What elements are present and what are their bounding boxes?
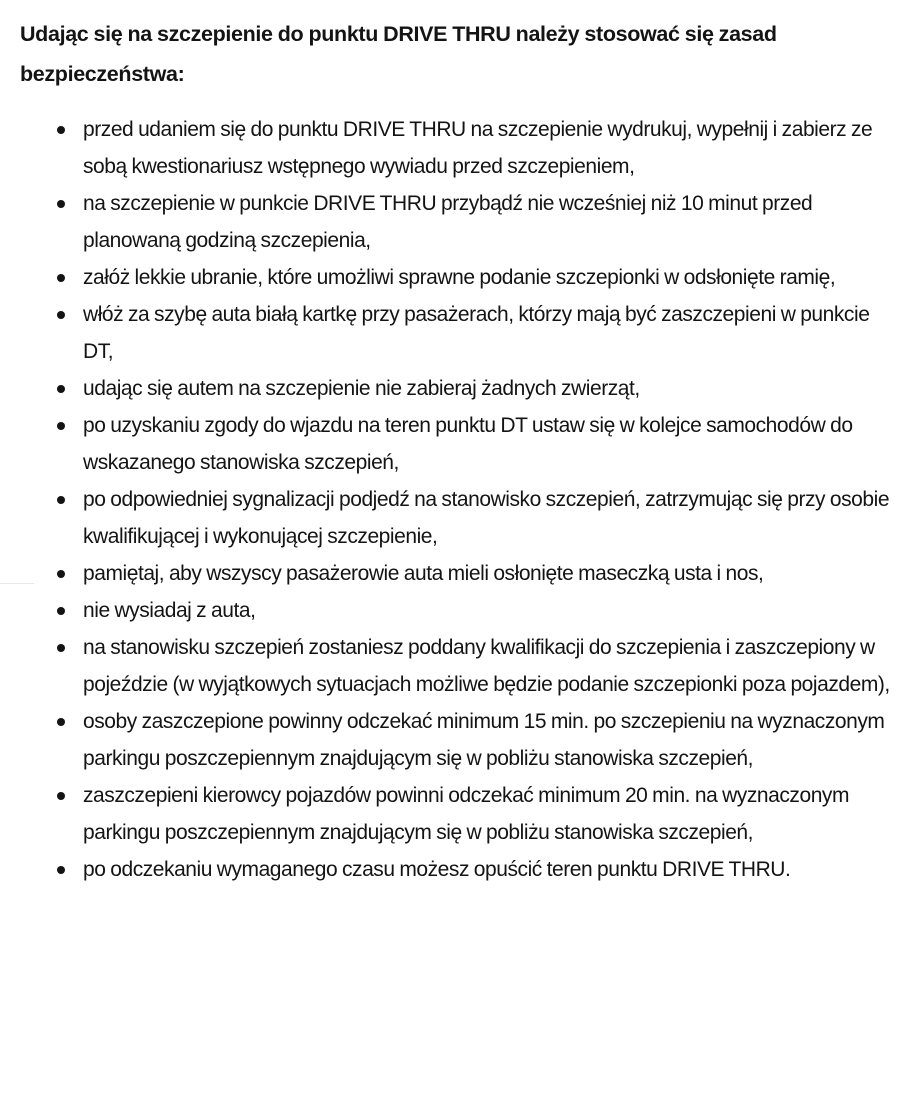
bullet-dot-icon (57, 866, 65, 874)
bullet-dot-icon (57, 200, 65, 208)
list-item (0, 703, 900, 777)
list-item-text: nie wysiadaj z auta, (83, 599, 256, 622)
list-item-text: włóż za szybę auta białą kartkę przy pasażerach, którzy mają być zaszczepieni w punkcie DT, (83, 303, 870, 363)
list-item (0, 555, 900, 592)
list-item-text: udając się autem na szczepienie nie zabieraj żadnych zwierząt, (83, 377, 640, 400)
bullet-dot-icon (57, 570, 65, 578)
list-item-text: załóż lekkie ubranie, które umożliwi sprawne podanie szczepionki w odsłonięte ramię, (83, 266, 836, 289)
list-item-text: po odczekaniu wymaganego czasu możesz opuścić teren punktu DRIVE THRU. (83, 858, 791, 881)
list-item-text: przed udaniem się do punktu DRIVE THRU na szczepienie wydrukuj, wypełnij i zabierz ze sobą kwestionariusz wstępnego wywiadu przed szczepieniem, (83, 118, 873, 178)
list-item (0, 629, 900, 703)
list-item-text: na stanowisku szczepień zostaniesz poddany kwalifikacji do szczepienia i zaszczepiony w pojeździe (w wyjątkowych sytuacjach możliwe będzie podanie szczepionki poza pojazdem), (83, 636, 890, 696)
list-item (0, 592, 900, 629)
list-item (0, 777, 900, 851)
list-item (0, 370, 900, 407)
list-item-text: po odpowiedniej sygnalizacji podjedź na stanowisko szczepień, zatrzymując się przy osobie kwalifikującej i wykonującej szczepienie, (83, 488, 890, 548)
list-item (0, 851, 900, 888)
bullet-dot-icon (57, 126, 65, 134)
list-item-text: na szczepienie w punkcie DRIVE THRU przybądź nie wcześniej niż 10 minut przed planowaną godziną szczepienia, (83, 192, 813, 252)
list-item-text: po uzyskaniu zgody do wjazdu na teren punktu DT ustaw się w kolejce samochodów do wskazanego stanowiska szczepień, (83, 414, 853, 474)
bullet-dot-icon (57, 311, 65, 319)
bullet-dot-icon (57, 792, 65, 800)
list-item (0, 296, 900, 370)
list-item (0, 407, 900, 481)
bullet-dot-icon (57, 422, 65, 430)
list-item (0, 259, 900, 296)
bullet-dot-icon (57, 718, 65, 726)
list-item (0, 481, 900, 555)
bullet-dot-icon (57, 385, 65, 393)
list-item-text: osoby zaszczepione powinny odczekać minimum 15 min. po szczepieniu na wyznaczonym parkingu poszczepiennym znajdującym się w pobliżu stanowiska szczepień, (83, 710, 885, 770)
list-item (0, 111, 900, 185)
safety-rules-list (0, 111, 900, 888)
bullet-dot-icon (57, 496, 65, 504)
list-item-text: pamiętaj, aby wszyscy pasażerowie auta mieli osłonięte maseczką usta i nos, (83, 562, 764, 585)
list-item (0, 185, 900, 259)
bullet-dot-icon (57, 607, 65, 615)
page-heading: Udając się na szczepienie do punktu DRIVE THRU należy stosować się zasad bezpieczeństwa: (20, 22, 777, 86)
bullet-dot-icon (57, 274, 65, 282)
list-item-text: zaszczepieni kierowcy pojazdów powinni odczekać minimum 20 min. na wyznaczonym parkingu poszczepiennym znajdującym się w pobliżu stanowiska szczepień, (83, 784, 850, 844)
bullet-dot-icon (57, 644, 65, 652)
